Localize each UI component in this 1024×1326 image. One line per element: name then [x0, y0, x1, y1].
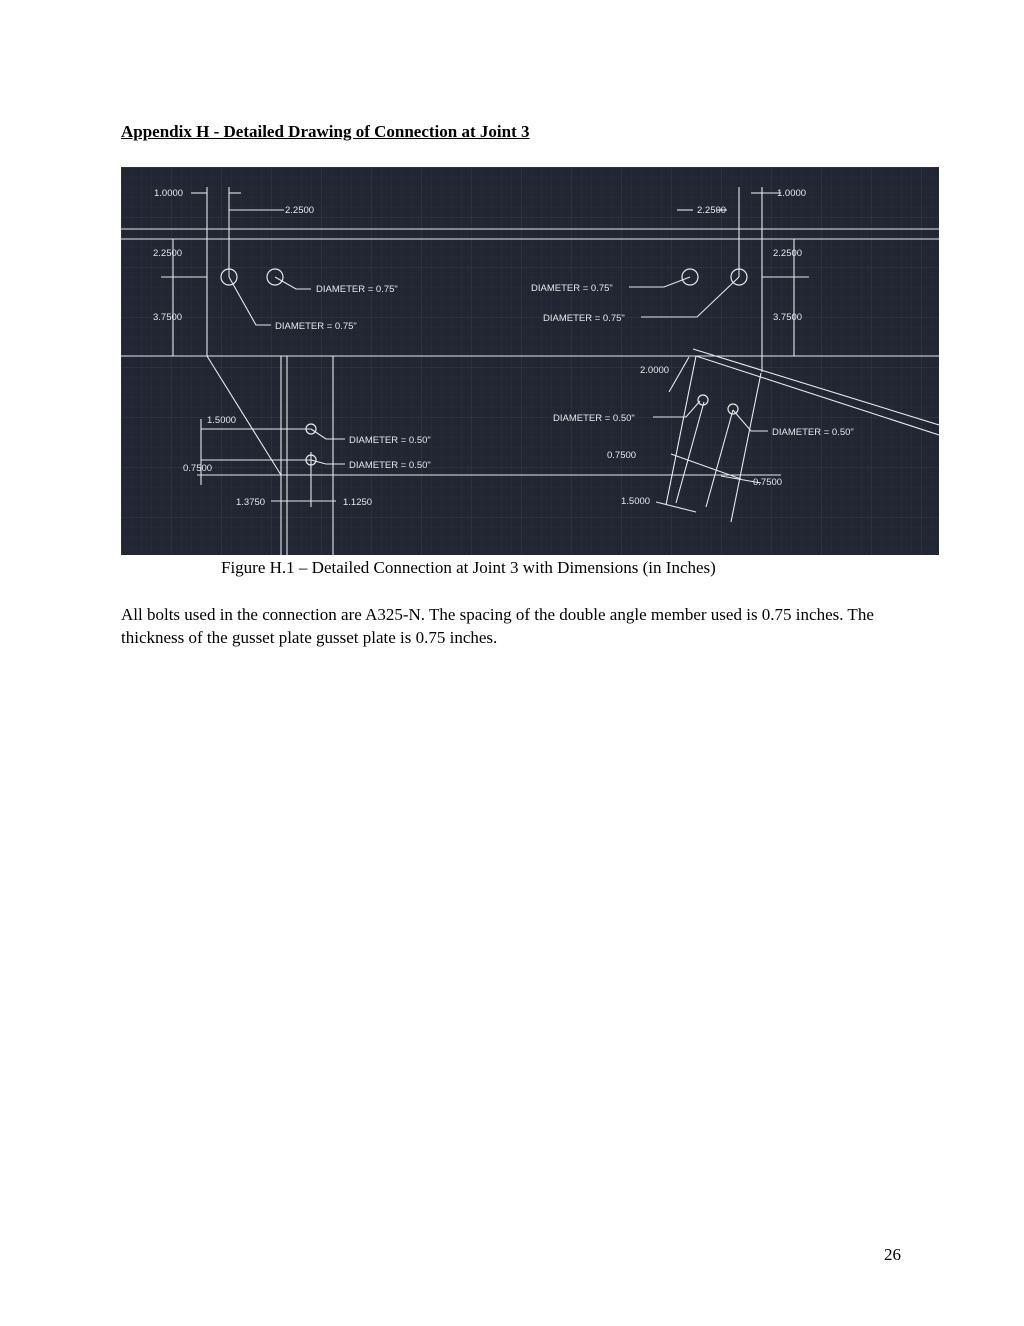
dim-text-diagonal-width: 1.5000: [621, 496, 651, 507]
callout-diagonal-1: DIAMETER = 0.50": [553, 413, 635, 424]
body-paragraph: All bolts used in the connection are A325-N. The spacing of the double angle member used is 0.75 inches. The thickness of the gusset plate gusset plate is 0.75 inches.: [121, 605, 874, 647]
dim-text-right-upper: 2.2500: [773, 248, 803, 259]
cad-drawing: [121, 167, 939, 555]
dim-text-left-lower: 3.7500: [153, 312, 183, 323]
dim-text-diagonal-spacing-right: 0.7500: [753, 477, 783, 488]
figure-caption: Figure H.1 – Detailed Connection at Joint 3 with Dimensions (in Inches): [221, 558, 716, 577]
dim-text-top-left-edge: 1.0000: [154, 188, 184, 199]
dim-text-right-lower: 3.7500: [773, 312, 803, 323]
page-number: 26: [884, 1245, 901, 1264]
dim-text-diagonal-offset: 2.0000: [640, 365, 670, 376]
callout-top-right-1: DIAMETER = 0.75": [531, 283, 613, 294]
dim-text-top-left-spacing: 2.2500: [285, 205, 315, 216]
dim-text-bottom-left: 1.3750: [236, 497, 266, 508]
callout-top-left-2: DIAMETER = 0.75": [275, 321, 357, 332]
dim-text-diagonal-spacing: 0.7500: [607, 450, 637, 461]
section-heading: Appendix H - Detailed Drawing of Connection at Joint 3: [121, 122, 530, 141]
callout-diagonal-2: DIAMETER = 0.50": [772, 427, 854, 438]
callout-top-right-2: DIAMETER = 0.75": [543, 313, 625, 324]
dim-text-top-right-spacing: 2.2500: [697, 205, 727, 216]
callout-vertical-2: DIAMETER = 0.50": [349, 460, 431, 471]
callout-vertical-1: DIAMETER = 0.50": [349, 435, 431, 446]
dim-text-bottom-right: 1.1250: [343, 497, 373, 508]
dim-text-gusset-small: 0.7500: [183, 463, 213, 474]
callout-top-left-1: DIAMETER = 0.75": [316, 284, 398, 295]
dim-text-left-upper: 2.2500: [153, 248, 183, 259]
dim-text-top-right-edge: 1.0000: [777, 188, 807, 199]
dim-text-gusset-left: 1.5000: [207, 415, 237, 426]
